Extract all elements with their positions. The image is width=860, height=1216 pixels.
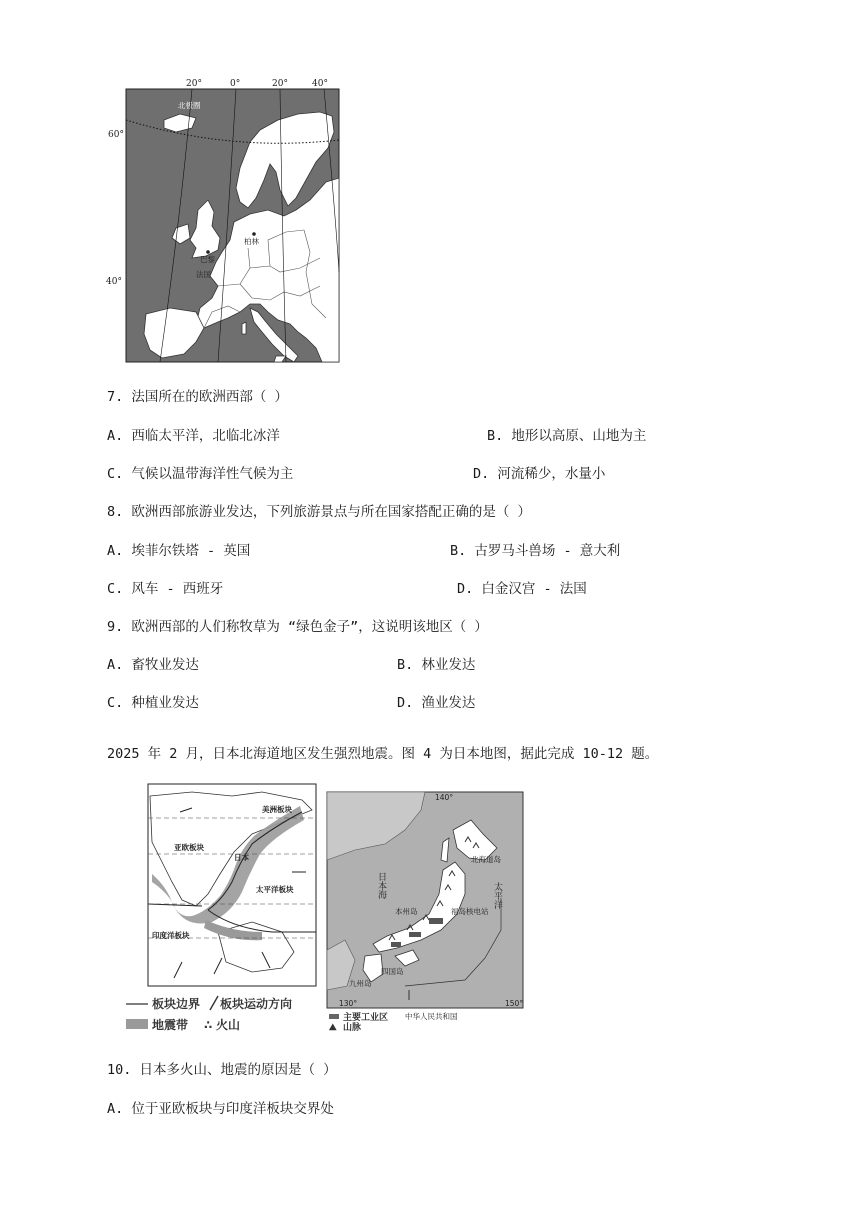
france-label: 法国 — [196, 270, 211, 279]
q9-option-a[interactable]: A. 畜牧业发达 — [107, 657, 199, 673]
plate-label: 太平洋板块 — [256, 885, 294, 894]
legend-volcano-icon: ∴ — [204, 1018, 213, 1032]
japan-map — [325, 790, 525, 1033]
lat-label: 40° — [106, 277, 122, 287]
plate-label: 美洲板块 — [262, 805, 292, 814]
q8-stem: 8. 欧洲西部旅游业发达，下列旅游景点与所在国家搭配正确的是（ ） — [107, 504, 532, 520]
legend-volcano: 火山 — [216, 1018, 241, 1032]
hokkaido-label: 北海道岛 — [471, 855, 501, 864]
japan-sea-label: 日本海 — [376, 872, 386, 899]
q8-option-b[interactable]: B. 古罗马斗兽场 - 意大利 — [450, 543, 621, 559]
shikoku-label: 四国岛 — [381, 967, 404, 976]
coord-label: 140° — [435, 793, 454, 802]
q8-option-c[interactable]: C. 风车 - 西班牙 — [107, 581, 224, 597]
coord-label: 130° — [339, 999, 358, 1008]
lon-label: 20° — [186, 79, 202, 89]
q7-option-a[interactable]: A. 西临太平洋，北临北冰洋 — [107, 428, 280, 444]
lon-label: 0° — [230, 79, 241, 89]
q9-option-d[interactable]: D. 渔业发达 — [397, 695, 476, 711]
arctic-circle-label: 北极圈 — [178, 101, 201, 110]
q7-option-d[interactable]: D. 河流稀少，水量小 — [473, 466, 606, 482]
coord-label: 150° — [505, 999, 524, 1008]
paris-label: 巴黎 — [200, 255, 215, 264]
passage-text: 2025 年 2 月，日本北海道地区发生强烈地震。图 4 为日本地图，据此完成 10-12 题。 — [107, 746, 659, 762]
berlin-dot — [252, 232, 256, 236]
q8-option-a[interactable]: A. 埃菲尔铁塔 - 英国 — [107, 543, 251, 559]
q10-stem: 10. 日本多火山、地震的原因是（ ） — [107, 1062, 337, 1078]
legend-prc: 中华人民共和国 — [405, 1012, 458, 1021]
lat-label: 60° — [108, 130, 124, 140]
legend-mountain-icon: ⛰ — [329, 1023, 337, 1033]
q9-stem: 9. 欧洲西部的人们称牧草为 “绿色金子”，这说明该地区（ ） — [107, 619, 488, 635]
plate-label: 印度洋板块 — [152, 931, 190, 940]
berlin-label: 柏林 — [244, 237, 259, 246]
q8-option-d[interactable]: D. 白金汉宫 - 法国 — [457, 581, 587, 597]
japan-label: 日本 — [234, 853, 249, 862]
plate-label: 亚欧板块 — [174, 843, 204, 852]
q7-stem: 7. 法国所在的欧洲西部（ ） — [107, 389, 289, 405]
pacific-label: 太平洋 — [492, 882, 502, 909]
legend-plate-motion: 板块运动方向 — [220, 997, 293, 1011]
q9-option-c[interactable]: C. 种植业发达 — [107, 695, 199, 711]
legend-seismic-belt: 地震带 — [152, 1018, 189, 1032]
fukushima-label: 福岛核电站 — [451, 907, 489, 916]
legend-industrial: 主要工业区 — [343, 1013, 389, 1023]
legend-plate-boundary: 板块边界 — [152, 997, 201, 1011]
q7-option-b[interactable]: B. 地形以高原、山地为主 — [487, 428, 647, 444]
lon-label: 20° — [272, 79, 288, 89]
paris-dot — [206, 250, 210, 254]
kyushu-label: 九州岛 — [349, 979, 372, 988]
q7-option-c[interactable]: C. 气候以温带海洋性气候为主 — [107, 466, 294, 482]
lon-label: 40° — [312, 79, 328, 89]
q9-option-b[interactable]: B. 林业发达 — [397, 657, 476, 673]
honshu-label: 本州岛 — [395, 907, 418, 916]
q10-option-a[interactable]: A. 位于亚欧板块与印度洋板块交界处 — [107, 1101, 334, 1117]
legend-mountain: 山脉 — [343, 1023, 362, 1033]
plate-map — [122, 782, 322, 1038]
europe-map — [100, 72, 350, 367]
